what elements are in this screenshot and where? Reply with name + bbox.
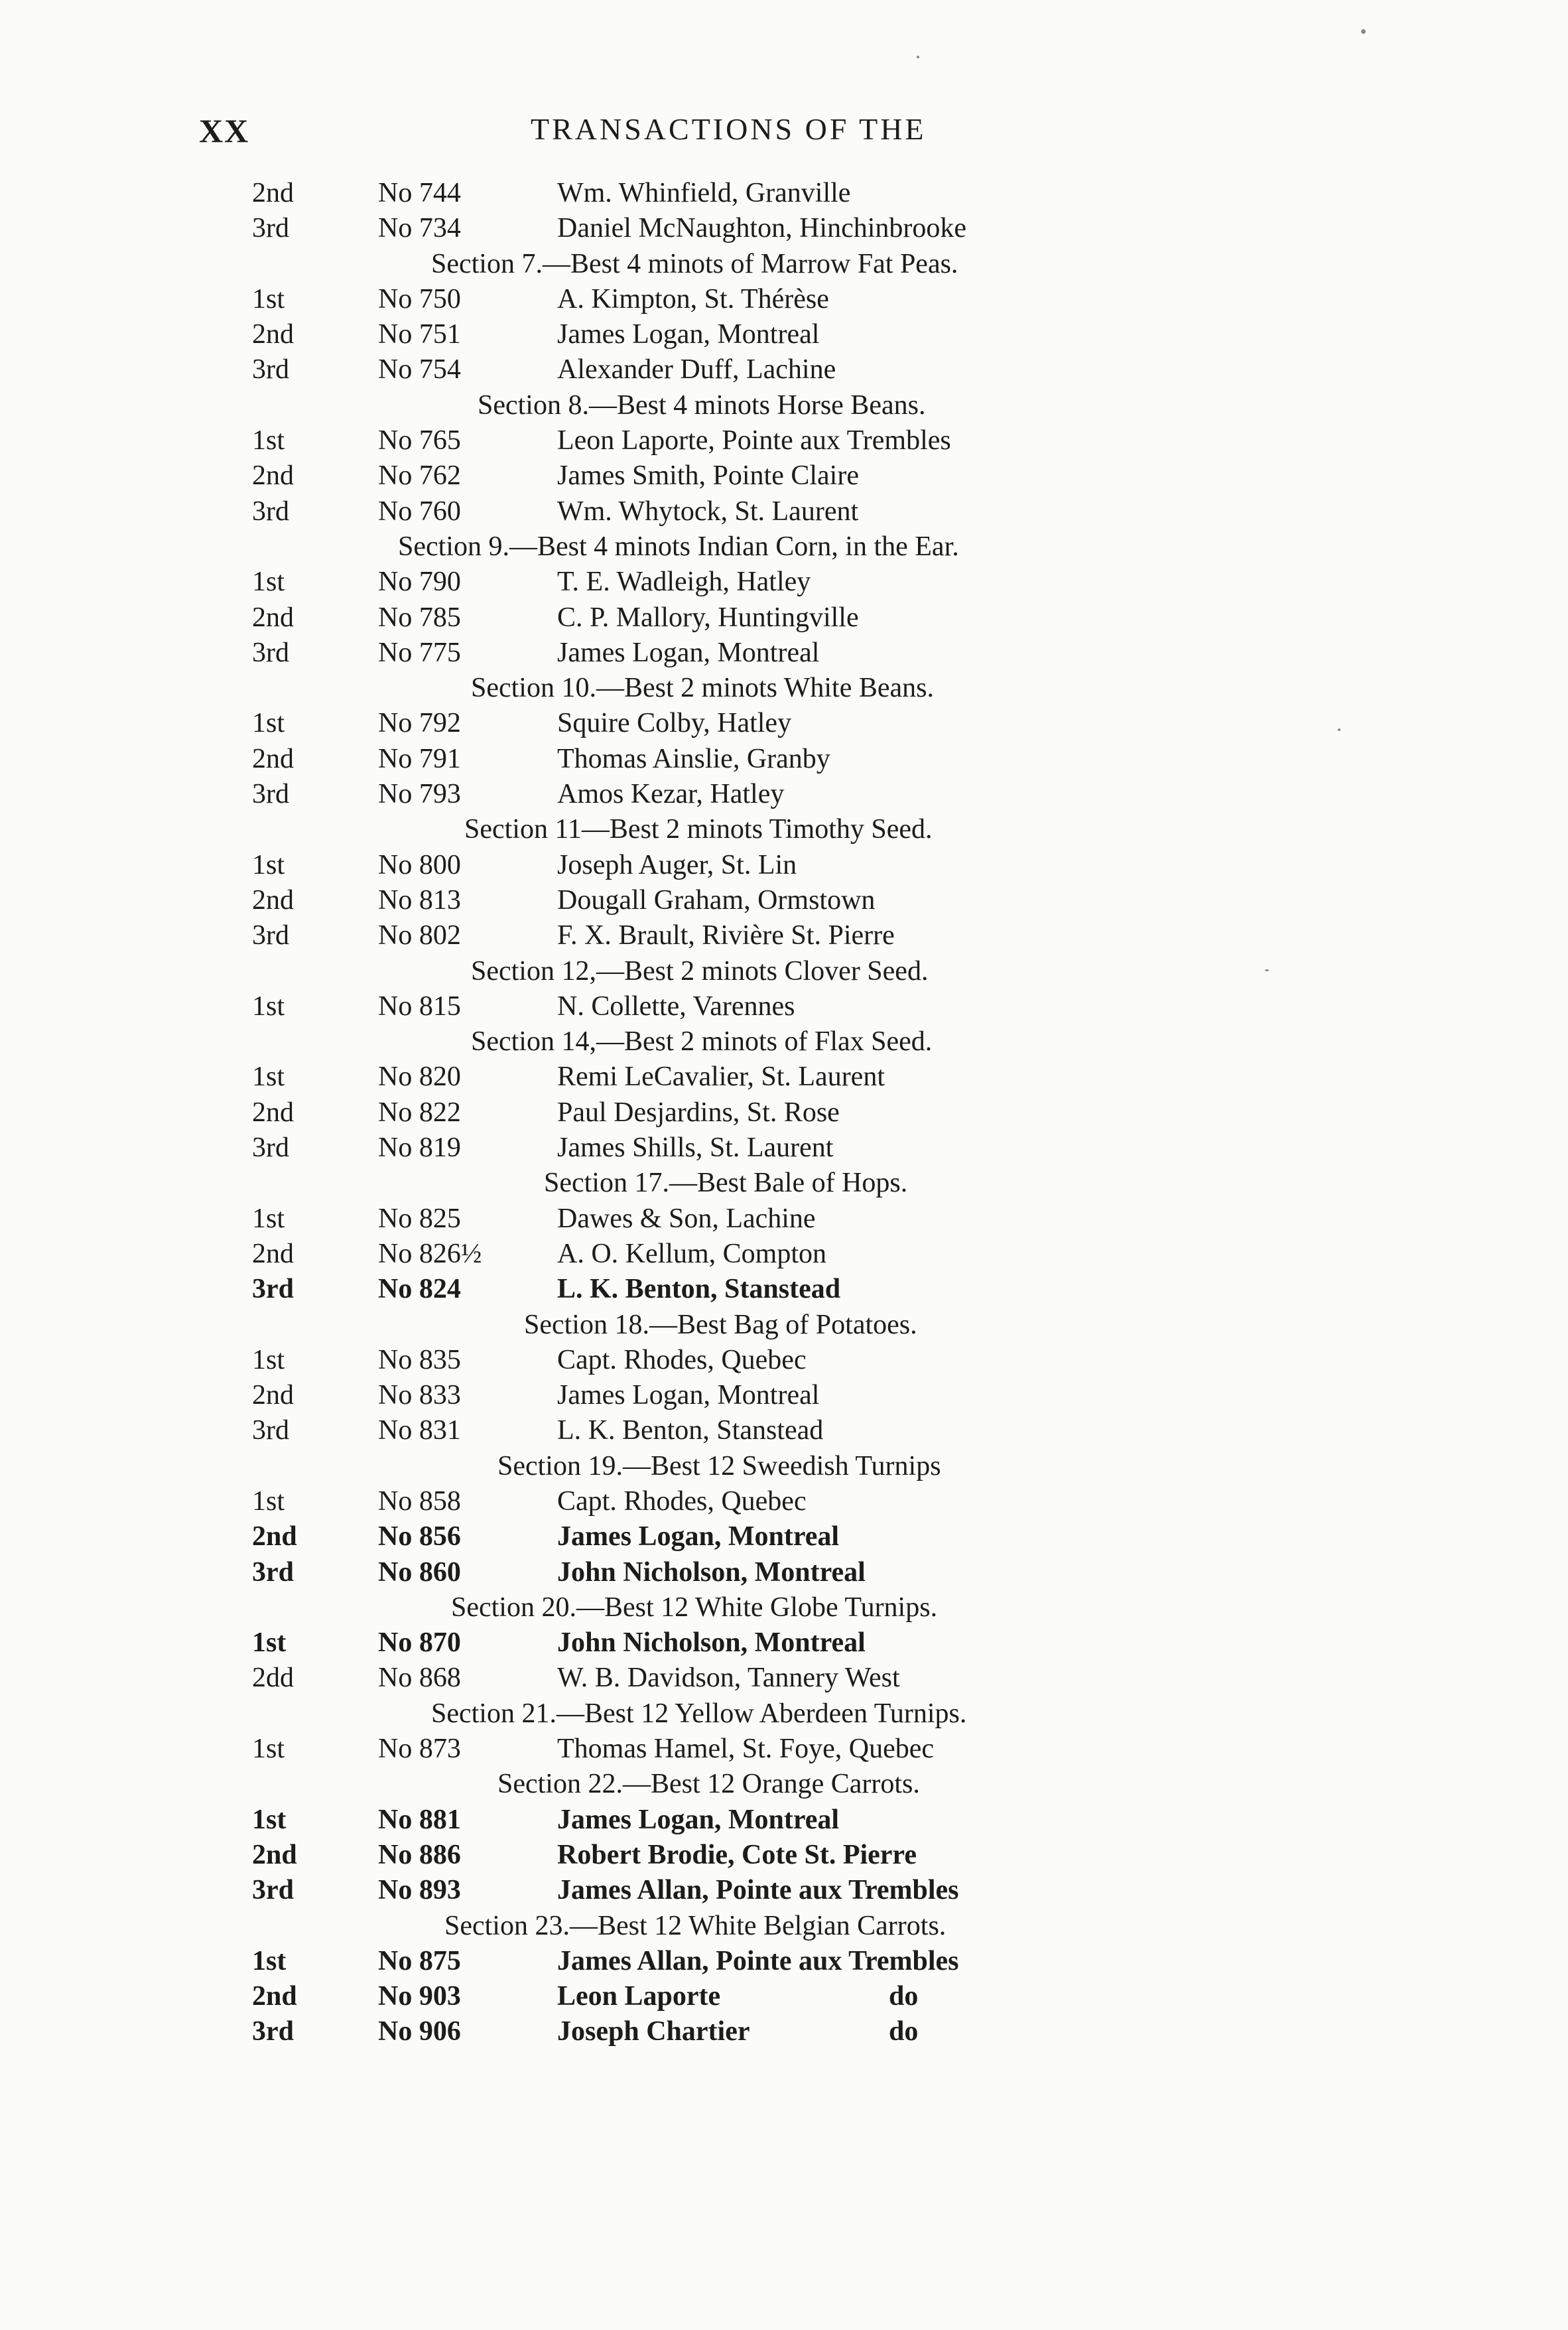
- exhibitor-name: L. K. Benton, Stanstead: [557, 1274, 841, 1305]
- prize-entry: [252, 1873, 1181, 1908]
- prize-place: 1st: [252, 283, 285, 314]
- exhibitor-name: L. K. Benton, Stanstead: [557, 1415, 824, 1446]
- prize-entry: [252, 494, 1181, 529]
- entry-number: No 744: [378, 178, 461, 208]
- section-heading-text: Section 17.—Best Bale of Hops.: [544, 1168, 908, 1199]
- entry-number: No 734: [378, 213, 461, 244]
- ditto-mark: do: [889, 2016, 919, 2047]
- entry-number: No 820: [378, 1062, 461, 1093]
- prize-place: 3rd: [252, 779, 289, 810]
- prize-place: 3rd: [252, 2016, 294, 2047]
- prize-place: 3rd: [252, 1132, 289, 1164]
- entry-number: No 760: [378, 496, 461, 527]
- exhibitor-name: Robert Brodie, Cote St. Pierre: [557, 1839, 917, 1870]
- scan-speck: [917, 56, 919, 58]
- prize-place: 3rd: [252, 213, 289, 244]
- section-heading-text: Section 14,—Best 2 minots of Flax Seed.: [471, 1026, 933, 1058]
- prize-place: 2nd: [252, 1380, 294, 1411]
- scan-speck: [1265, 969, 1269, 971]
- section-heading-text: Section 19.—Best 12 Sweedish Turnips: [497, 1450, 941, 1481]
- exhibitor-name: Joseph Chartier: [557, 2016, 750, 2047]
- exhibitor-name: Leon Laporte, Pointe aux Trembles: [557, 425, 951, 456]
- section-heading-text: Section 9.—Best 4 minots Indian Corn, in the Ear.: [398, 531, 959, 562]
- entry-number: No 751: [378, 319, 461, 350]
- prize-entry: [252, 1131, 1181, 1166]
- exhibitor-name: Dawes & Son, Lachine: [557, 1203, 816, 1234]
- entry-number: No 785: [378, 602, 461, 633]
- section-heading: [252, 812, 1181, 847]
- exhibitor-name: N. Collette, Varennes: [557, 991, 795, 1022]
- prize-place: 1st: [252, 1062, 285, 1093]
- entry-number: No 791: [378, 743, 461, 774]
- section-heading-text: Section 10.—Best 2 minots White Beans.: [471, 673, 935, 704]
- exhibitor-name: James Shills, St. Laurent: [557, 1132, 834, 1164]
- section-heading-text: Section 23.—Best 12 White Belgian Carrots.: [444, 1910, 947, 1941]
- prize-place: 3rd: [252, 1556, 294, 1588]
- prize-entry: [252, 1343, 1181, 1378]
- exhibitor-name: James Allan, Pointe aux Trembles: [557, 1945, 959, 1976]
- section-heading-text: Section 7.—Best 4 minots of Marrow Fat Peas.: [431, 248, 958, 279]
- exhibitor-name: W. B. Davidson, Tannery West: [557, 1663, 900, 1694]
- prize-place: 1st: [252, 1627, 287, 1659]
- prize-entry: [252, 317, 1181, 352]
- prize-place: 1st: [252, 1344, 285, 1375]
- prize-place: 1st: [252, 1485, 285, 1517]
- exhibitor-name: James Logan, Montreal: [557, 1521, 840, 1552]
- prize-place: 2nd: [252, 460, 294, 492]
- prize-place: 2dd: [252, 1663, 294, 1694]
- prize-entry: [252, 565, 1181, 600]
- prize-place: 2nd: [252, 1238, 294, 1269]
- page-number: XX: [199, 112, 250, 149]
- prize-place: 2nd: [252, 1521, 297, 1552]
- exhibitor-name: T. E. Wadleigh, Hatley: [557, 567, 811, 598]
- prize-entry: [252, 600, 1181, 636]
- section-heading-text: Section 12,—Best 2 minots Clover Seed.: [471, 955, 929, 987]
- prize-place: 1st: [252, 1734, 285, 1765]
- prize-place: 2nd: [252, 884, 294, 916]
- prize-entry: [252, 352, 1181, 387]
- entry-number: No 750: [378, 283, 461, 314]
- entry-number: No 856: [378, 1521, 461, 1552]
- prize-entry: [252, 1732, 1181, 1767]
- prize-entry: [252, 777, 1181, 812]
- entry-number: No 835: [378, 1344, 461, 1375]
- prize-entry: [252, 1484, 1181, 1519]
- entry-number: No 826½: [378, 1238, 482, 1269]
- exhibitor-name: John Nicholson, Montreal: [557, 1556, 866, 1588]
- entry-number: No 762: [378, 460, 461, 492]
- prize-place: 1st: [252, 1804, 287, 1835]
- section-heading-text: Section 21.—Best 12 Yellow Aberdeen Turnips.: [431, 1698, 967, 1729]
- exhibitor-name: Thomas Hamel, St. Foye, Quebec: [557, 1734, 935, 1765]
- exhibitor-name: Wm. Whytock, St. Laurent: [557, 496, 859, 527]
- prize-place: 2nd: [252, 178, 294, 208]
- exhibitor-name: James Logan, Montreal: [557, 1804, 840, 1835]
- entry-number: No 903: [378, 1981, 461, 2012]
- prize-entry: [252, 918, 1181, 953]
- prize-entry: [252, 1625, 1181, 1661]
- prize-place: 3rd: [252, 1274, 294, 1305]
- prize-place: 2nd: [252, 1097, 294, 1128]
- section-heading: [252, 247, 1181, 282]
- exhibitor-name: James Smith, Pointe Claire: [557, 460, 859, 492]
- section-heading-text: Section 20.—Best 12 White Globe Turnips.: [451, 1592, 938, 1623]
- prize-entry: [252, 282, 1181, 317]
- section-heading: [252, 1767, 1181, 1802]
- entry-number: No 802: [378, 920, 461, 951]
- prize-entry: [252, 211, 1181, 246]
- entry-number: No 825: [378, 1203, 461, 1234]
- entry-number: No 775: [378, 637, 461, 668]
- prize-place: 1st: [252, 1945, 287, 1976]
- prize-place: 3rd: [252, 637, 289, 668]
- prize-entry: [252, 1095, 1181, 1131]
- prize-entry: [252, 1555, 1181, 1590]
- prize-place: 1st: [252, 991, 285, 1022]
- prize-entry: [252, 1272, 1181, 1307]
- prize-entry: [252, 1979, 1181, 2014]
- section-heading: [252, 1449, 1181, 1484]
- exhibitor-name: A. O. Kellum, Compton: [557, 1238, 826, 1269]
- entry-number: No 754: [378, 354, 461, 385]
- entry-number: No 800: [378, 849, 461, 880]
- exhibitor-name: James Logan, Montreal: [557, 1380, 820, 1411]
- prize-entry: [252, 883, 1181, 918]
- prize-entry: [252, 1237, 1181, 1272]
- prize-entry: [252, 1944, 1181, 1979]
- exhibitor-name: Leon Laporte: [557, 1981, 721, 2012]
- entry-number: No 858: [378, 1485, 461, 1517]
- entry-number: No 790: [378, 567, 461, 598]
- section-heading-text: Section 18.—Best Bag of Potatoes.: [524, 1309, 917, 1340]
- entry-number: No 824: [378, 1274, 461, 1305]
- scan-speck: [1361, 29, 1366, 34]
- entry-number: No 870: [378, 1627, 461, 1659]
- entry-number: No 765: [378, 425, 461, 456]
- prize-entry: [252, 1060, 1181, 1095]
- prize-place: 2nd: [252, 602, 294, 633]
- page-header: [199, 111, 1028, 158]
- prize-entry: [252, 1838, 1181, 1873]
- section-heading: [252, 1590, 1181, 1625]
- entry-number: No 819: [378, 1132, 461, 1164]
- section-heading: [252, 1308, 1181, 1343]
- prize-entry: [252, 176, 1181, 211]
- exhibitor-name: John Nicholson, Montreal: [557, 1627, 866, 1659]
- prize-entry: [252, 742, 1181, 777]
- entry-number: No 792: [378, 708, 461, 739]
- prize-entry: [252, 848, 1181, 883]
- entry-number: No 906: [378, 2016, 461, 2047]
- exhibitor-name: Wm. Whinfield, Granville: [557, 178, 851, 208]
- prize-entry: [252, 1519, 1181, 1554]
- section-heading: [252, 1024, 1181, 1060]
- exhibitor-name: Thomas Ainslie, Granby: [557, 743, 830, 774]
- exhibitor-name: F. X. Brault, Rivière St. Pierre: [557, 920, 895, 951]
- exhibitor-name: Joseph Auger, St. Lin: [557, 849, 797, 880]
- entry-number: No 831: [378, 1415, 461, 1446]
- prize-entry: [252, 458, 1181, 494]
- section-heading: [252, 529, 1181, 565]
- entry-number: No 822: [378, 1097, 461, 1128]
- prize-place: 1st: [252, 425, 285, 456]
- prize-entry: [252, 989, 1181, 1024]
- section-heading-text: Section 22.—Best 12 Orange Carrots.: [497, 1769, 920, 1800]
- entry-number: No 833: [378, 1380, 461, 1411]
- exhibitor-name: Capt. Rhodes, Quebec: [557, 1485, 807, 1517]
- prize-place: 3rd: [252, 1875, 294, 1906]
- section-heading: [252, 1909, 1181, 1944]
- entry-number: No 813: [378, 884, 461, 916]
- entry-number: No 875: [378, 1945, 461, 1976]
- entry-number: No 815: [378, 991, 461, 1022]
- prize-place: 2nd: [252, 1981, 297, 2012]
- prize-place: 3rd: [252, 354, 289, 385]
- entry-number: No 893: [378, 1875, 461, 1906]
- prize-place: 2nd: [252, 743, 294, 774]
- ditto-mark: do: [889, 1981, 919, 2012]
- prize-place: 1st: [252, 567, 285, 598]
- section-heading: [252, 671, 1181, 706]
- prize-entry: [252, 2014, 1181, 2049]
- prize-entry: [252, 1201, 1181, 1237]
- prize-entry: [252, 706, 1181, 741]
- exhibitor-name: James Logan, Montreal: [557, 637, 820, 668]
- entry-number: No 868: [378, 1663, 461, 1694]
- prize-place: 1st: [252, 1203, 285, 1234]
- entry-number: No 886: [378, 1839, 461, 1870]
- entry-number: No 881: [378, 1804, 461, 1835]
- scan-speck: [1338, 728, 1340, 731]
- prize-place: 3rd: [252, 496, 289, 527]
- section-heading: [252, 1696, 1181, 1732]
- section-heading: [252, 388, 1181, 423]
- exhibitor-name: Daniel McNaughton, Hinchinbrooke: [557, 213, 967, 244]
- exhibitor-name: Alexander Duff, Lachine: [557, 354, 836, 385]
- prize-entry: [252, 1803, 1181, 1838]
- prize-entry: [252, 423, 1181, 458]
- prize-place: 1st: [252, 849, 285, 880]
- prize-entry: [252, 636, 1181, 671]
- section-heading-text: Section 11—Best 2 minots Timothy Seed.: [464, 814, 933, 845]
- exhibitor-name: Remi LeCavalier, St. Laurent: [557, 1062, 885, 1093]
- prize-place: 3rd: [252, 920, 289, 951]
- exhibitor-name: James Logan, Montreal: [557, 319, 820, 350]
- exhibitor-name: Squire Colby, Hatley: [557, 708, 792, 739]
- prize-place: 1st: [252, 708, 285, 739]
- entry-number: No 860: [378, 1556, 461, 1588]
- exhibitor-name: Dougall Graham, Ormstown: [557, 884, 876, 916]
- prize-place: 2nd: [252, 319, 294, 350]
- exhibitor-name: A. Kimpton, St. Thérèse: [557, 283, 829, 314]
- entry-number: No 873: [378, 1734, 461, 1765]
- prize-entry: [252, 1378, 1181, 1413]
- section-heading: [252, 954, 1181, 989]
- entry-number: No 793: [378, 779, 461, 810]
- running-title: TRANSACTIONS OF THE: [531, 112, 927, 146]
- prize-entry: [252, 1413, 1181, 1448]
- exhibitor-name: James Allan, Pointe aux Trembles: [557, 1875, 959, 1906]
- exhibitor-name: Capt. Rhodes, Quebec: [557, 1344, 807, 1375]
- prize-entry: [252, 1661, 1181, 1696]
- section-heading: [252, 1166, 1181, 1201]
- prize-place: 2nd: [252, 1839, 297, 1870]
- exhibitor-name: Paul Desjardins, St. Rose: [557, 1097, 840, 1128]
- exhibitor-name: Amos Kezar, Hatley: [557, 779, 785, 810]
- section-heading-text: Section 8.—Best 4 minots Horse Beans.: [478, 389, 926, 421]
- prize-list: [252, 176, 1181, 2050]
- prize-place: 3rd: [252, 1415, 289, 1446]
- exhibitor-name: C. P. Mallory, Huntingville: [557, 602, 859, 633]
